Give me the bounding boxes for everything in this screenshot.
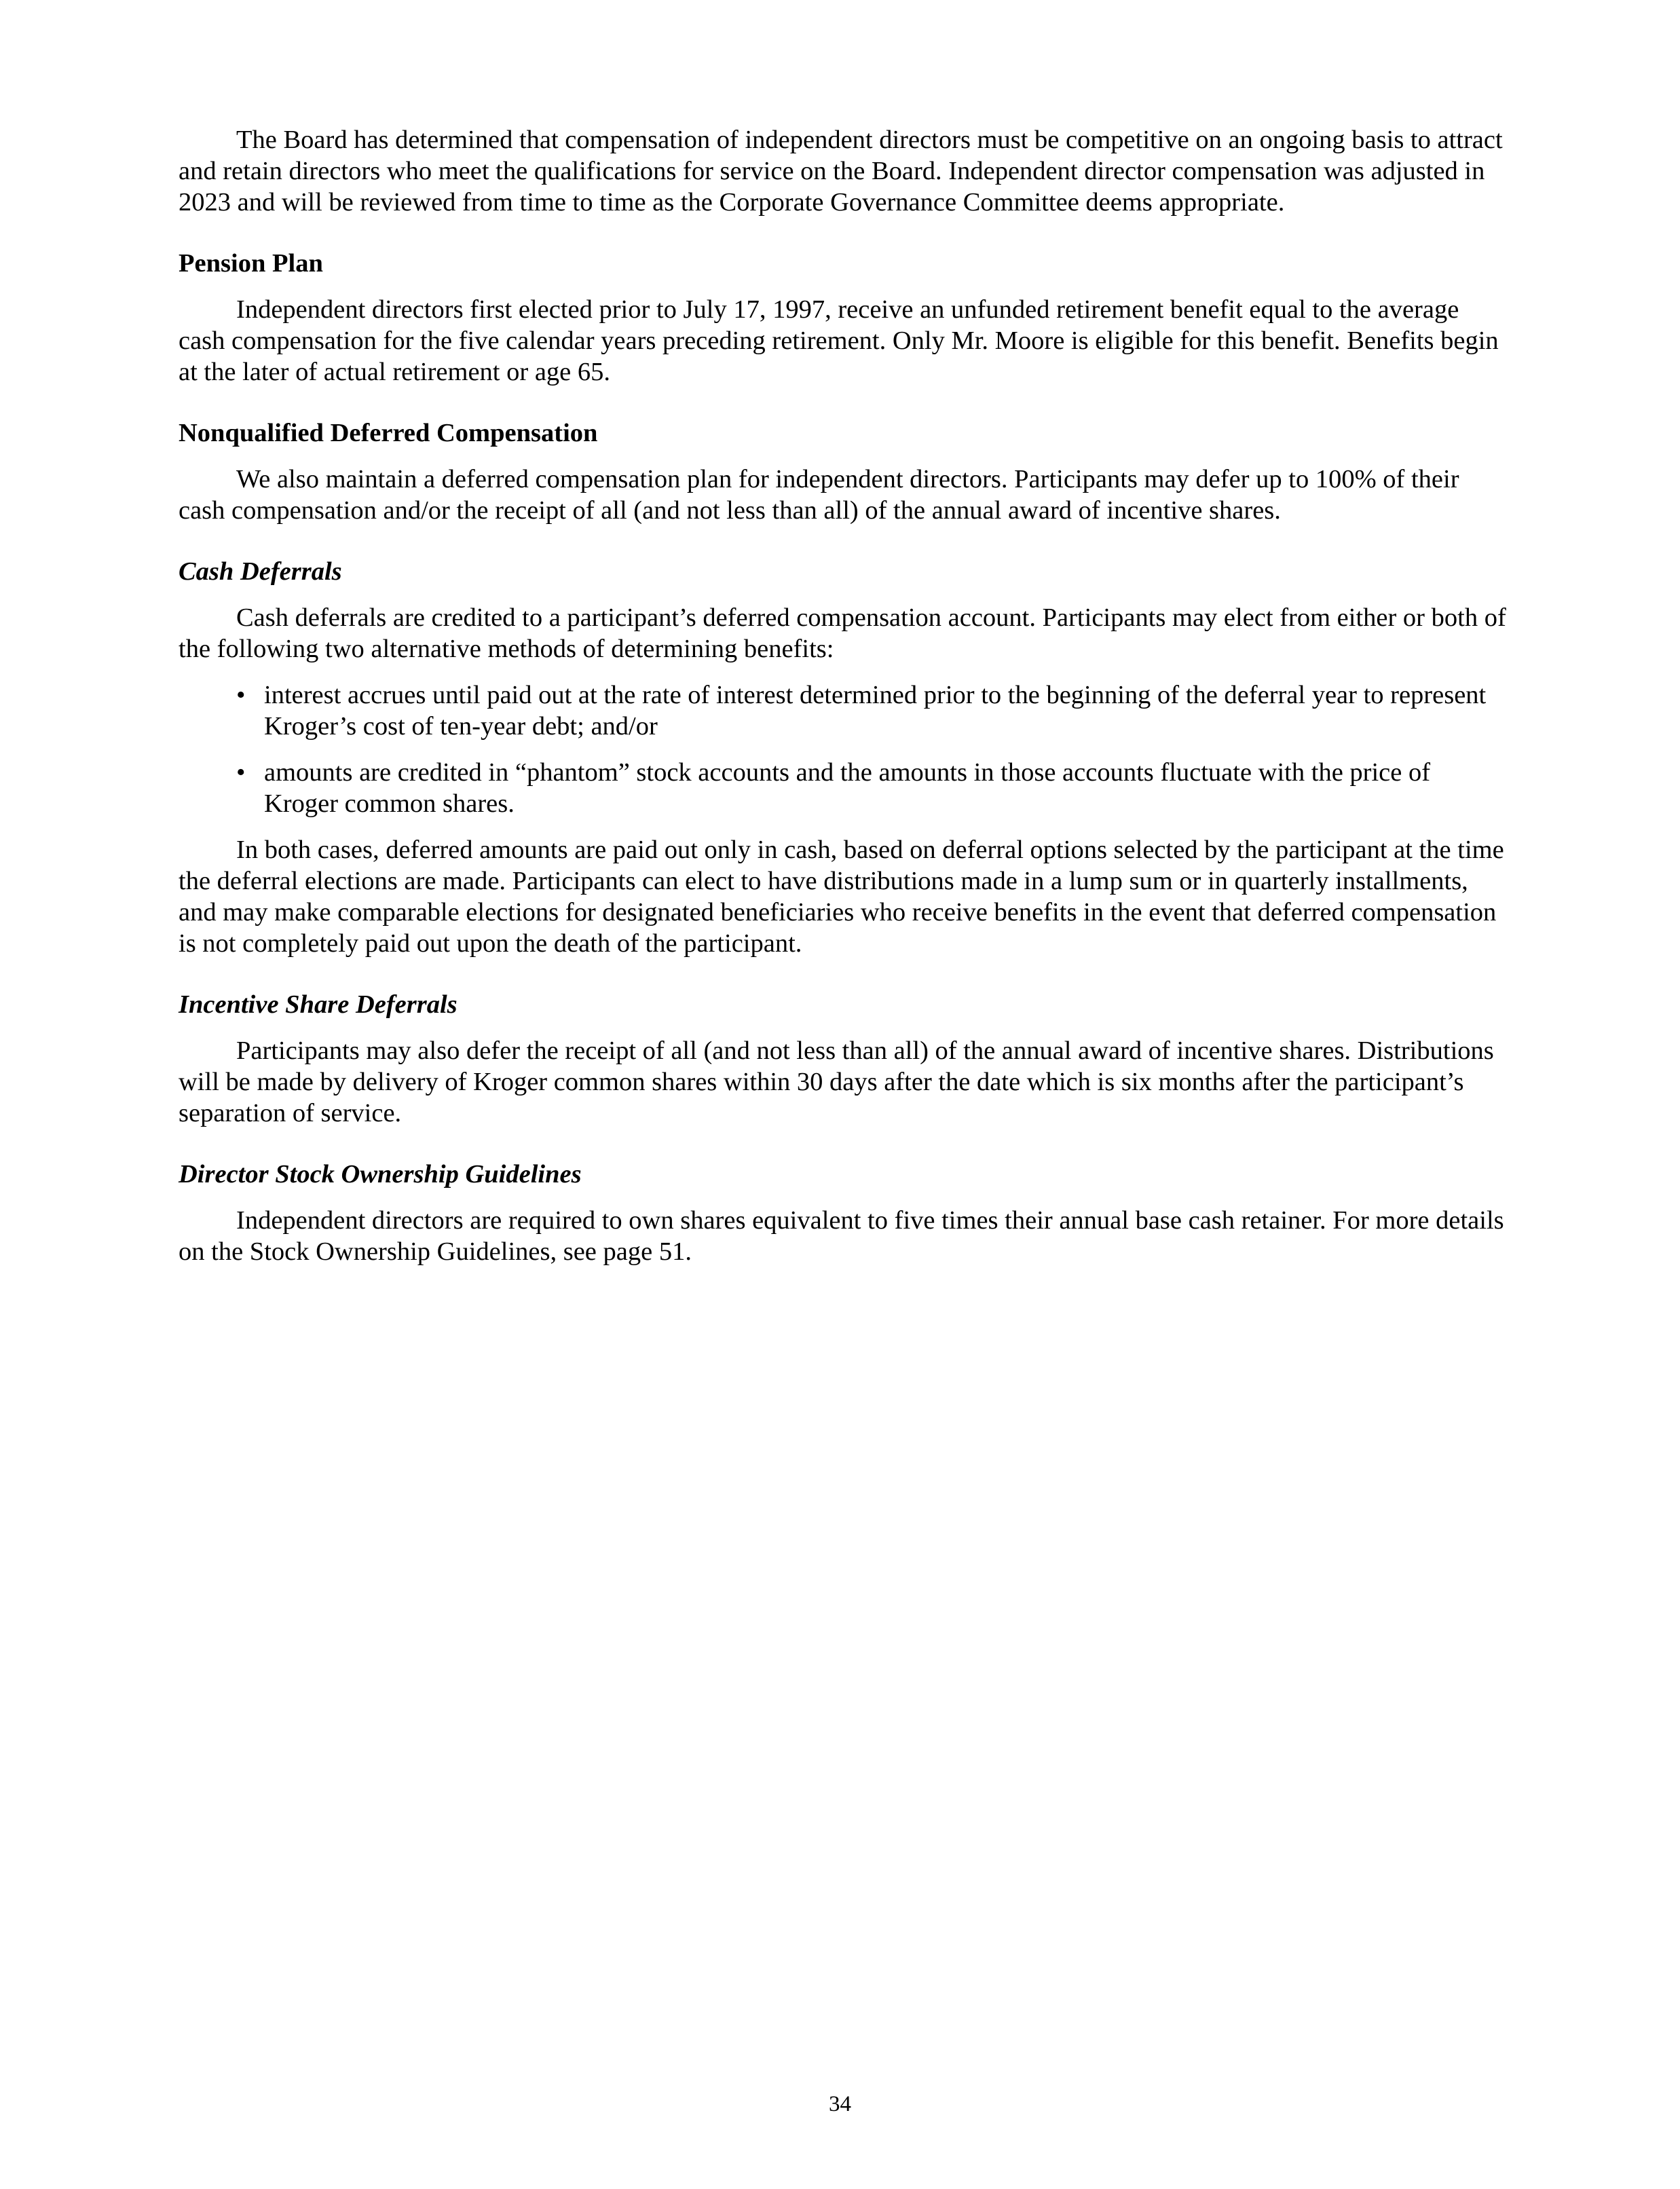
pension-paragraph: Independent directors first elected prior to July 17, 1997, receive an unfunded retirement benefit equal to the average cash compensation for the five calendar years preceding retirement. Only Mr. Moore is eligible for this benefit. Benefits begin at the later of actual retirement or age 65. xyxy=(179,295,1499,386)
intro-paragraph: The Board has determined that compensation of independent directors must be competitive on an ongoing basis to attract and retain directors who meet the qualifications for service on the Board. Independent director compensation was adjusted in 2023 and will be reviewed from time to time as the Corporate Governance Committee deems appropriate. xyxy=(179,126,1503,217)
document-page xyxy=(179,124,1509,1267)
page-number: 34 xyxy=(829,2092,851,2116)
cash-deferrals-paragraph: Cash deferrals are credited to a participant’s deferred compensation account. Participants may elect from either or both of the following two alternative methods of determining benefits: xyxy=(179,603,1506,663)
cash-deferrals-heading: Cash Deferrals xyxy=(179,557,342,586)
bullet-icon: • xyxy=(236,681,246,709)
deferred-paragraph: We also maintain a deferred compensation plan for independent directors. Participants may defer up to 100% of their cash compensation and/or the receipt of all (and not less than all) of the annual award of incentive shares. xyxy=(179,465,1459,525)
both-cases-paragraph: In both cases, deferred amounts are paid out only in cash, based on deferral options selected by the participant at the time the deferral elections are made. Participants can elect to have distributions made in a lump sum or in quarterly installments, and may make comparable elections for designated beneficiaries who receive benefits in the event that deferred compensation is not completely paid out upon the death of the participant. xyxy=(179,836,1504,958)
methods-list xyxy=(179,679,1509,819)
list-item-text: amounts are credited in “phantom” stock accounts and the amounts in those accounts fluctuate with the price of Kroger common shares. xyxy=(264,758,1431,818)
stock-ownership-heading: Director Stock Ownership Guidelines xyxy=(179,1160,582,1189)
pension-plan-heading: Pension Plan xyxy=(179,249,323,278)
list-item xyxy=(179,679,1509,742)
nonqualified-heading: Nonqualified Deferred Compensation xyxy=(179,419,598,447)
bullet-icon: • xyxy=(236,758,246,787)
stock-ownership-paragraph: Independent directors are required to own shares equivalent to five times their annual base cash retainer. For more details on the Stock Ownership Guidelines, see page 51. xyxy=(179,1206,1504,1266)
incentive-share-paragraph: Participants may also defer the receipt of all (and not less than all) of the annual award of incentive shares. Distributions will be made by delivery of Kroger common shares within 30 days after the date which is six months after the participant’s separation of service. xyxy=(179,1036,1494,1127)
list-item xyxy=(179,757,1509,819)
list-item-text: interest accrues until paid out at the rate of interest determined prior to the beginning of the deferral year to represent Kroger’s cost of ten-year debt; and/or xyxy=(264,681,1487,741)
incentive-share-heading: Incentive Share Deferrals xyxy=(179,990,458,1019)
